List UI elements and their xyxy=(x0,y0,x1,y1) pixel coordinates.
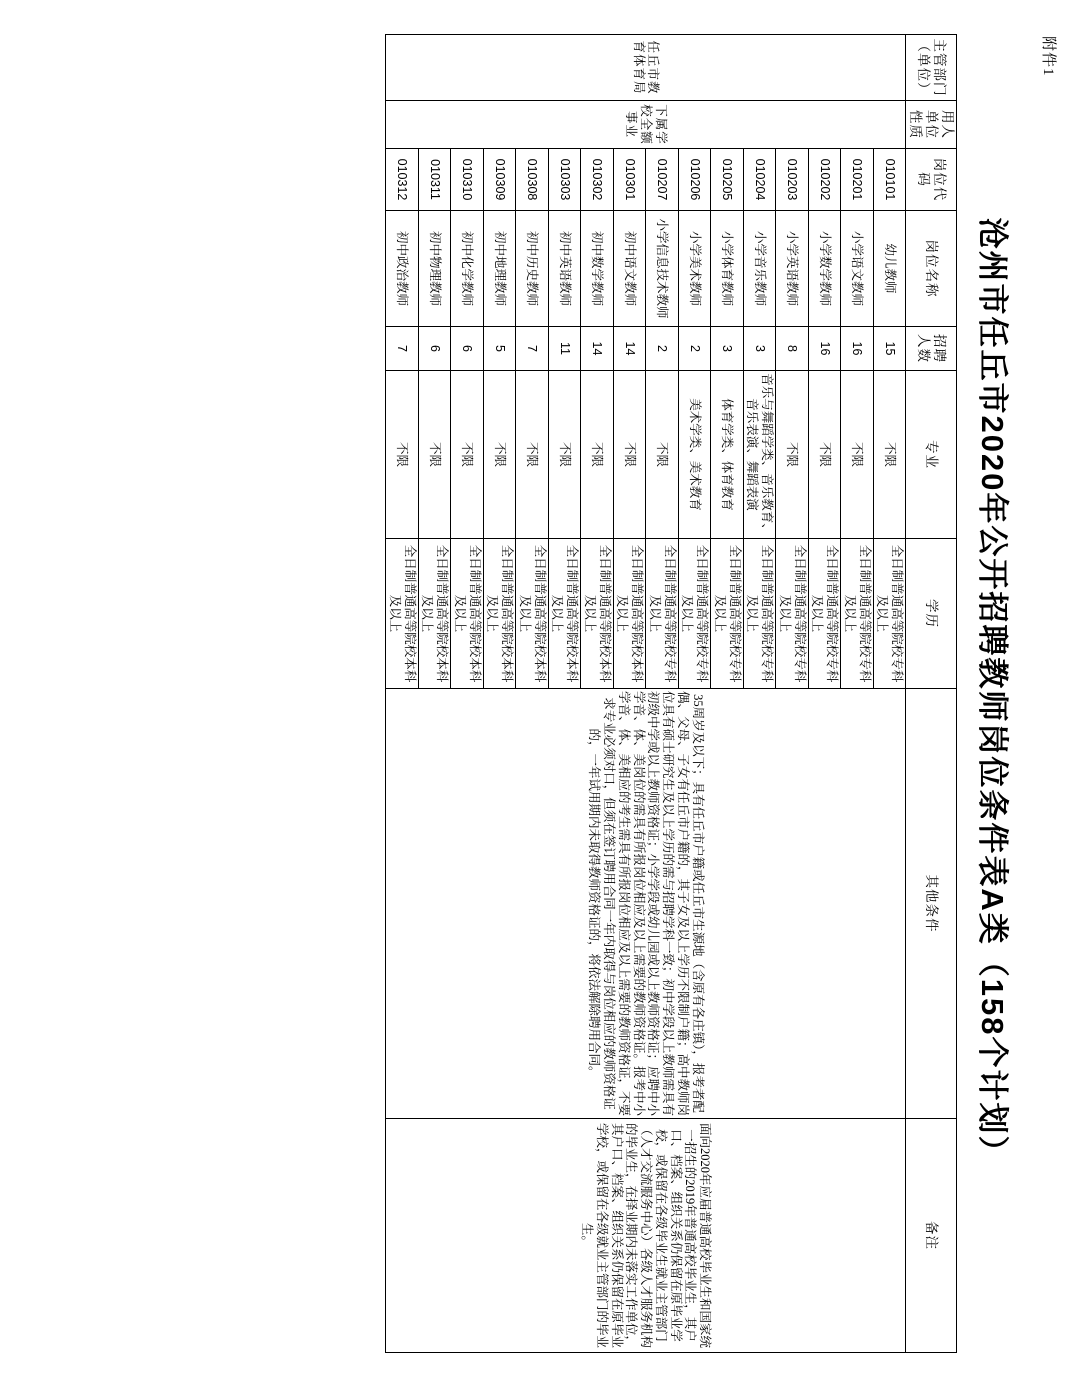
positions-table xyxy=(385,34,957,1353)
cell-code: 010206 xyxy=(678,149,711,211)
cell-name: 幼儿教师 xyxy=(873,211,906,327)
cell-code: 010302 xyxy=(581,149,614,211)
cell-code: 010310 xyxy=(451,149,484,211)
cell-edu: 全日制普通高等院校专科及以上 xyxy=(808,539,841,689)
header-dept: 主管部门（单位） xyxy=(906,35,957,101)
cell-num: 2 xyxy=(678,327,711,371)
header-unit: 用人单位性质 xyxy=(906,101,957,149)
cell-code: 010203 xyxy=(776,149,809,211)
cell-major: 不限 xyxy=(581,371,614,539)
cell-edu: 全日制普通高等院校本科及以上 xyxy=(516,539,549,689)
cell-name: 小学音乐教师 xyxy=(743,211,776,327)
cell-name: 初中地理教师 xyxy=(483,211,516,327)
cell-code: 010303 xyxy=(548,149,581,211)
cell-num: 3 xyxy=(711,327,744,371)
cell-major: 体育学类、体育教育 xyxy=(711,371,744,539)
cell-edu: 全日制普通高等院校专科及以上 xyxy=(646,539,679,689)
cell-name: 小学英语教师 xyxy=(776,211,809,327)
cell-major: 不限 xyxy=(808,371,841,539)
cell-edu: 全日制普通高等院校本科及以上 xyxy=(548,539,581,689)
cell-edu: 全日制普通高等院校专科及以上 xyxy=(743,539,776,689)
cell-name: 小学信息技术教师 xyxy=(646,211,679,327)
cell-name: 小学体育教师 xyxy=(711,211,744,327)
cell-num: 5 xyxy=(483,327,516,371)
cell-code: 010311 xyxy=(418,149,451,211)
cell-num: 8 xyxy=(776,327,809,371)
cell-code: 010204 xyxy=(743,149,776,211)
cell-major: 音乐与舞蹈学类、音乐教育、音乐表演、舞蹈表演 xyxy=(743,371,776,539)
cell-name: 初中政治教师 xyxy=(386,211,419,327)
cell-code: 010301 xyxy=(613,149,646,211)
cell-code: 010312 xyxy=(386,149,419,211)
cell-num: 6 xyxy=(451,327,484,371)
cell-code: 010207 xyxy=(646,149,679,211)
cell-num: 2 xyxy=(646,327,679,371)
cell-num: 6 xyxy=(418,327,451,371)
cell-num: 14 xyxy=(613,327,646,371)
header-edu: 学历 xyxy=(906,539,957,689)
cell-edu: 全日制普通高等院校专科及以上 xyxy=(678,539,711,689)
cell-name: 小学数学教师 xyxy=(808,211,841,327)
header-other: 其他条件 xyxy=(906,689,957,1119)
cell-unit: 下属学校全额事业 xyxy=(386,101,906,149)
cell-edu: 全日制普通高等院校专科及以上 xyxy=(776,539,809,689)
cell-name: 小学语文教师 xyxy=(841,211,874,327)
cell-edu: 全日制普通高等院校专科及以上 xyxy=(873,539,906,689)
cell-major: 不限 xyxy=(873,371,906,539)
cell-code: 010202 xyxy=(808,149,841,211)
attachment-number: 附件1 xyxy=(1040,36,1056,77)
cell-name: 初中化学教师 xyxy=(451,211,484,327)
cell-major: 美术学类、美术教育 xyxy=(678,371,711,539)
cell-name: 小学美术教师 xyxy=(678,211,711,327)
cell-major: 不限 xyxy=(386,371,419,539)
cell-dept: 任丘市教育体育局 xyxy=(386,35,906,101)
table-header-row xyxy=(906,35,957,1353)
cell-code: 010205 xyxy=(711,149,744,211)
cell-num: 7 xyxy=(516,327,549,371)
cell-num: 14 xyxy=(581,327,614,371)
cell-edu: 全日制普通高等院校专科及以上 xyxy=(841,539,874,689)
cell-major: 不限 xyxy=(516,371,549,539)
page-title: 沧州市任丘市2020年公开招聘教师岗位条件表A类（158个计划） xyxy=(975,217,1010,1169)
cell-edu: 全日制普通高等院校本科及以上 xyxy=(613,539,646,689)
cell-edu: 全日制普通高等院校专科及以上 xyxy=(711,539,744,689)
cell-num: 7 xyxy=(386,327,419,371)
cell-edu: 全日制普通高等院校本科及以上 xyxy=(418,539,451,689)
cell-num: 16 xyxy=(841,327,874,371)
cell-major: 不限 xyxy=(451,371,484,539)
cell-name: 初中数学教师 xyxy=(581,211,614,327)
cell-num: 16 xyxy=(808,327,841,371)
header-num: 招聘人数 xyxy=(906,327,957,371)
header-remark: 备注 xyxy=(906,1119,957,1353)
cell-code: 010309 xyxy=(483,149,516,211)
cell-other-conditions: 35周岁及以下；具有任丘市户籍或任丘市生源地（含原有各庄镇），报考者配偶、父母、子女有任丘市户籍的，其子女及以上学历不限制户籍；高中教师岗位具有硕士研究生及以上学历的需与招聘学科一致；初中学段以上教师需具有初级中学或以上教师资格证；小学学段或幼儿园或以上教师资格证；应聘中小学音、体、美岗位的需具有所报岗位相应及以上需要的教师资格证。报考中小学音、体、美相应的考生需具有所报岗位相应及以上需要的教师资格证，不要求专业必须对口，但须在签订聘用合同一年内取得与岗位相应的教师资格证的，一年试用期内未取得教师资格证的，将依法解除聘用合同。 xyxy=(386,689,906,1119)
header-name: 岗位名称 xyxy=(906,211,957,327)
cell-major: 不限 xyxy=(548,371,581,539)
cell-major: 不限 xyxy=(646,371,679,539)
cell-major: 不限 xyxy=(613,371,646,539)
cell-edu: 全日制普通高等院校本科及以上 xyxy=(451,539,484,689)
table-row xyxy=(873,35,906,1353)
table-body xyxy=(386,35,906,1353)
cell-num: 3 xyxy=(743,327,776,371)
header-major: 专业 xyxy=(906,371,957,539)
cell-major: 不限 xyxy=(841,371,874,539)
cell-code: 010101 xyxy=(873,149,906,211)
cell-remark: 面向2020年应届普通高校毕业生和国家统一招生的2019年普通高校毕业生，其户口、档案、组织关系仍保留在原毕业学校，或保留在各级毕业生就业主管部门（人才交流服务中心）各级人才服务机构的毕业生，在择业期内未落实工作单位，其户口、档案、组织关系仍保留在原毕业学校，或保留在各级就业主管部门的毕业生。 xyxy=(386,1119,906,1353)
cell-edu: 全日制普通高等院校本科及以上 xyxy=(386,539,419,689)
cell-num: 15 xyxy=(873,327,906,371)
cell-code: 010308 xyxy=(516,149,549,211)
cell-name: 初中语文教师 xyxy=(613,211,646,327)
cell-edu: 全日制普通高等院校本科及以上 xyxy=(581,539,614,689)
cell-major: 不限 xyxy=(776,371,809,539)
cell-major: 不限 xyxy=(483,371,516,539)
cell-num: 11 xyxy=(548,327,581,371)
cell-name: 初中物理教师 xyxy=(418,211,451,327)
cell-name: 初中英语教师 xyxy=(548,211,581,327)
cell-major: 不限 xyxy=(418,371,451,539)
cell-edu: 全日制普通高等院校本科及以上 xyxy=(483,539,516,689)
cell-code: 010201 xyxy=(841,149,874,211)
cell-name: 初中历史教师 xyxy=(516,211,549,327)
header-code: 岗位代码 xyxy=(906,149,957,211)
